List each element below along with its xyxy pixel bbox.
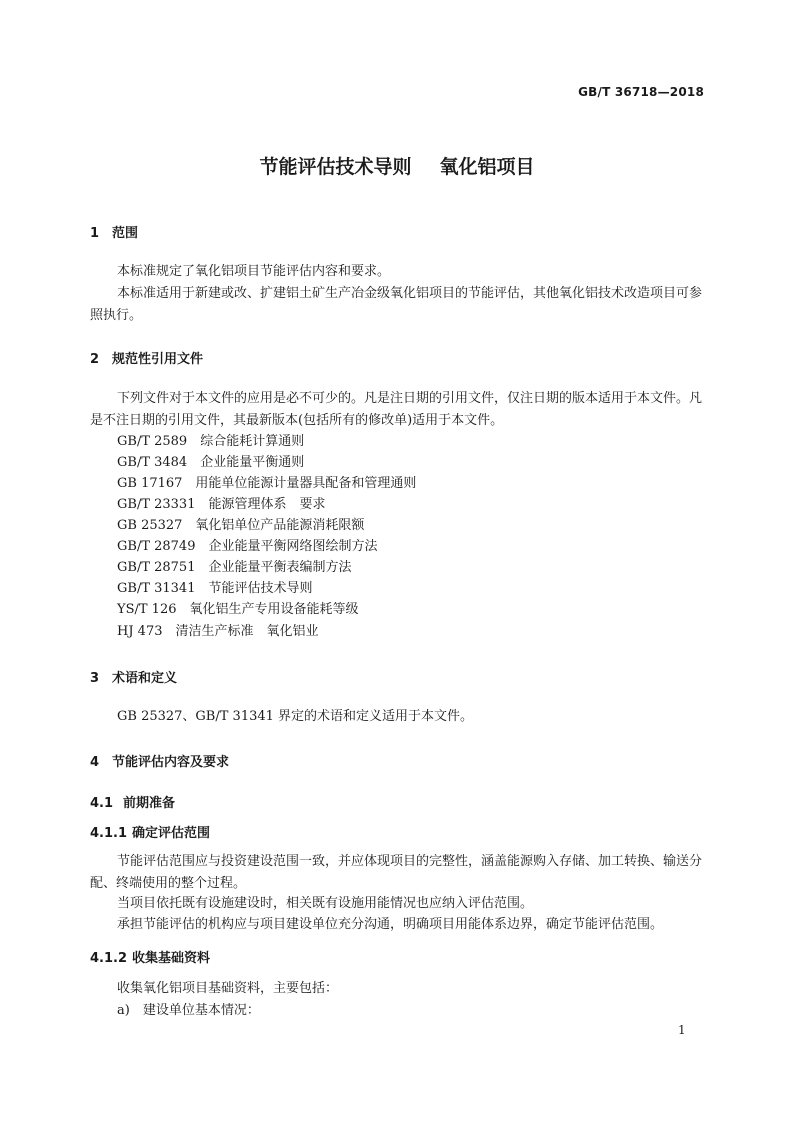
subsection-4-1-1-heading xyxy=(90,822,210,841)
section-title: 确定评估范围 xyxy=(132,826,211,841)
section-number: 2 xyxy=(90,352,100,367)
s411-paragraph-3: 承担节能评估的机构应与项目建设单位充分沟通，明确项目用能体系边界，确定节能评估范围。 xyxy=(117,917,664,932)
section-number: 3 xyxy=(90,671,100,686)
reference-item: YS/T 126 氧化铝生产专用设备能耗等级 xyxy=(117,602,359,617)
s2-paragraph-1: 下列文件对于本文件的应用是必不可少的。凡是注日期的引用文件，仅注日期的版本适用于本文件。凡是不注日期的引用文件，其最新版本(包括所有的修改单)适用于本文件。 xyxy=(90,391,703,428)
reference-item: GB 25327 氧化铝单位产品能源消耗限额 xyxy=(117,518,365,533)
standard-code: GB/T 36718—2018 xyxy=(578,85,704,99)
reference-item: HJ 473 清洁生产标准 氧化铝业 xyxy=(117,624,319,639)
section-title: 收集基础资料 xyxy=(132,951,211,966)
reference-item: GB 17167 用能单位能源计量器具配备和管理通则 xyxy=(117,476,417,491)
reference-item: GB/T 3484 企业能量平衡通则 xyxy=(117,455,305,470)
section-2-heading xyxy=(90,348,203,367)
reference-item: GB/T 31341 节能评估技术导则 xyxy=(117,581,313,596)
section-4-heading xyxy=(90,751,229,770)
reference-item: GB/T 28749 企业能量平衡网络图绘制方法 xyxy=(117,539,378,554)
section-title: 规范性引用文件 xyxy=(112,352,204,367)
page-number: 1 xyxy=(678,1023,686,1037)
reference-item: GB/T 2589 综合能耗计算通则 xyxy=(117,434,305,449)
section-number: 4 xyxy=(90,755,100,770)
s1-paragraph-2: 本标准适用于新建或改、扩建铝土矿生产冶金级氧化铝项目的节能评估，其他氧化铝技术改造项目可参照执行。 xyxy=(90,286,703,323)
s3-paragraph-1: GB 25327、GB/T 31341 界定的术语和定义适用于本文件。 xyxy=(117,709,474,724)
subsection-4-1-2-heading xyxy=(90,947,210,966)
section-number: 4.1 xyxy=(90,796,114,811)
title-main: 节能评估技术导则 xyxy=(259,156,412,178)
section-1-heading xyxy=(90,222,138,241)
section-title: 前期准备 xyxy=(123,796,176,811)
s1-paragraph-1: 本标准规定了氧化铝项目节能评估内容和要求。 xyxy=(117,264,391,279)
section-title: 范围 xyxy=(112,226,139,241)
s411-paragraph-2: 当项目依托既有设施建设时，相关既有设施用能情况也应纳入评估范围。 xyxy=(117,896,534,911)
s411-paragraph-1: 节能评估范围应与投资建设范围一致，并应体现项目的完整性，涵盖能源购入存储、加工转换、输送分配、终端使用的整个过程。 xyxy=(90,854,703,891)
section-title: 术语和定义 xyxy=(112,671,178,686)
document-title xyxy=(0,152,794,179)
section-title: 节能评估内容及要求 xyxy=(112,755,230,770)
reference-item: GB/T 23331 能源管理体系 要求 xyxy=(117,497,326,512)
s412-paragraph-1: 收集氧化铝项目基础资料，主要包括： xyxy=(117,981,339,996)
subsection-4-1-heading xyxy=(90,792,175,811)
title-sub: 氧化铝项目 xyxy=(439,156,535,178)
section-number: 4.1.1 xyxy=(90,826,128,841)
section-3-heading xyxy=(90,667,177,686)
list-item-a: a) 建设单位基本情况： xyxy=(117,1003,260,1018)
section-number: 4.1.2 xyxy=(90,951,128,966)
section-number: 1 xyxy=(90,226,100,241)
reference-item: GB/T 28751 企业能量平衡表编制方法 xyxy=(117,560,352,575)
